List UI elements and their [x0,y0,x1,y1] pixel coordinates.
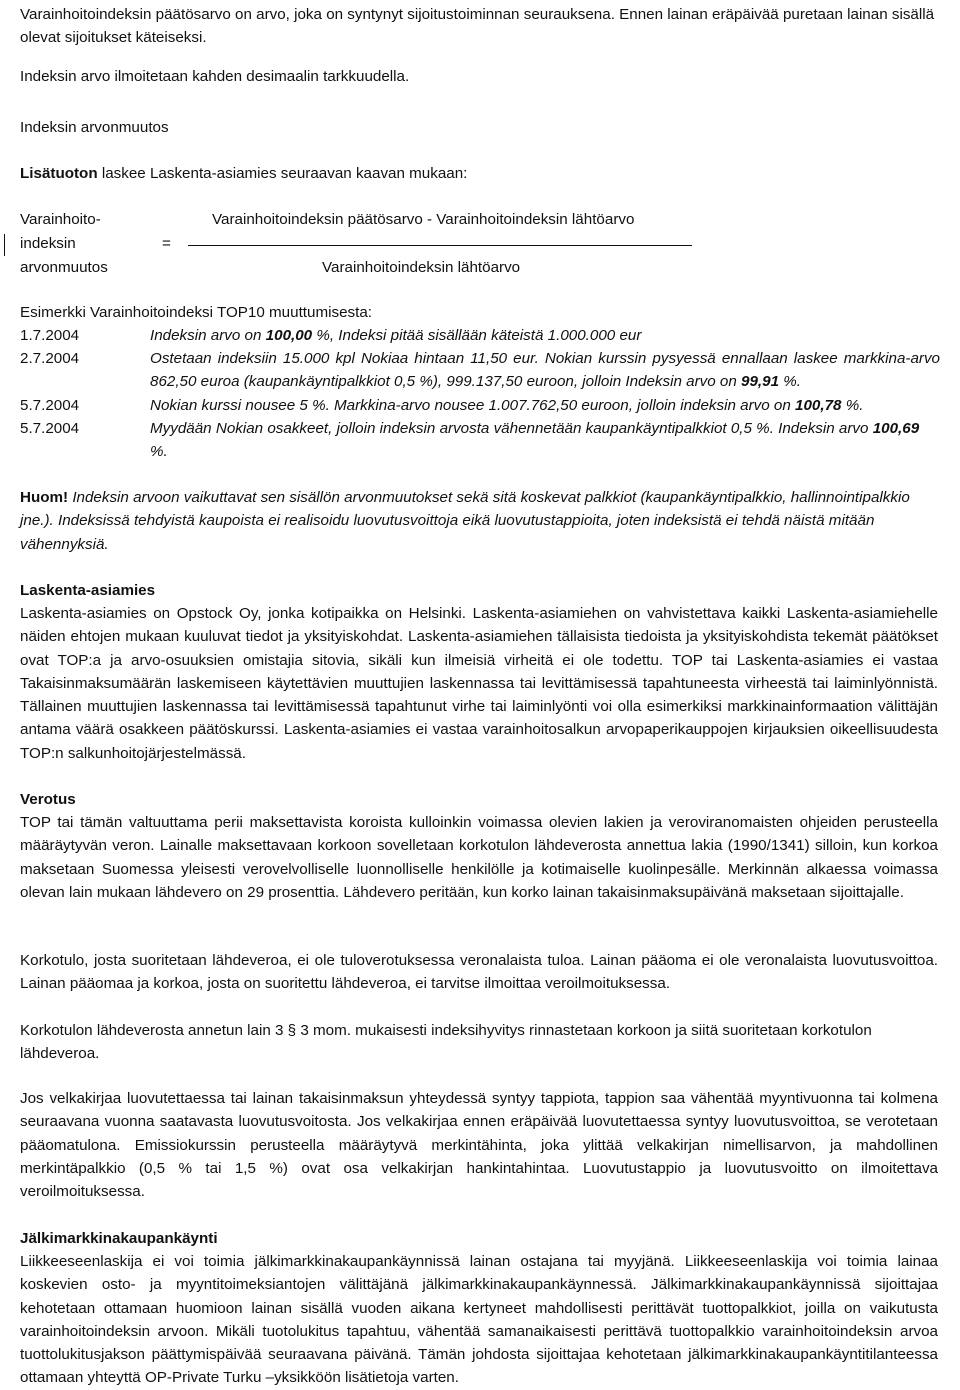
entry-text-end: %. [779,373,801,391]
formula-lhs-line3: arvonmuutos [20,259,108,276]
entry-text: Ostetaan indeksiin 15.000 kpl Nokiaa hintaan 11,50 eur. Nokian kurssin pysyessä ennallaan laskee markkina-arvo 862,50 euroa (kaupankäyntipalkkiot 0,5 %), 999.137,50 euroon, jolloin Indeksin arvo on [150,350,940,391]
formula-lhs-line2: indeksin [20,235,76,252]
example-entry [150,394,940,417]
index-change-lead [20,162,938,185]
example-entry [150,324,940,347]
intro-precision-note: Indeksin arvo ilmoitetaan kahden desimaalin tarkkuudella. [20,68,410,85]
note-paragraph [20,486,938,556]
entry-value: 100,78 [795,397,842,414]
entry-text: Indeksin arvo on [150,327,266,344]
example-entry [150,417,940,464]
example-date: 5.7.2004 [20,420,80,437]
example-date: 1.7.2004 [20,327,80,344]
taxation-paragraph-1: TOP tai tämän valtuuttama perii maksettavista koroista kulloinkin voimassa olevien lakien ja veroviranomaisten ohjeiden perusteella määräytyvän veron. Lainalle maksettavaan korkoon sovelletaan korkotulon lähdeverosta annettua lakia (1990/1341) silloin, kun korkoa maksetaan Suomessa yleisesti verovelvolliselle luonnolliselle henkilölle ja kotimaiselle kuolinpesälle. Merkinnän alkaessa voimassa olevan lain mukaan lähdevero on 29 prosenttia. Lähdevero peritään, kun korko lainan takaisinmaksupäivänä maksetaan sijoittajalle. [20,814,938,901]
entry-text: Myydään Nokian osakkeet, jolloin indeksin arvosta vähennetään kaupankäyntipalkkiot 0,5 %. Indeksin arvo [150,420,873,437]
secondary-market-heading: Jälkimarkkinakaupankäynti [20,1230,218,1247]
taxation-heading: Verotus [20,791,76,808]
note-text: Indeksin arvoon vaikuttavat sen sisällön arvonmuutokset sekä sitä koskevat palkkiot (kaupankäyntipalkkio, hallinnointipalkkio jne.). Indeksissä tehdyistä kaupoista ei realisoidu luovutusvoittoja eikä luovutustappioita, joten indeksistä ei tehdä näistä mitään vähennyksiä. [20,489,910,553]
entry-text: Nokian kurssi nousee 5 %. Markkina-arvo nousee 1.007.762,50 euroon, jolloin indeksin arvo on [150,397,796,414]
calculation-agent-body: Laskenta-asiamies on Opstock Oy, jonka kotipaikka on Helsinki. Laskenta-asiamiehen on vahvistettava kaikki Laskenta-asiamiehelle näiden ehtojen mukaan kuuluvat tiedot ja yksityiskohdat. Laskenta-asiamiehen tällaisista tiedoista ja yksityiskohdista tekemät päätökset ovat TOP:a ja arvo-osuuksien omistajia sitovia, sikäli kun ilmeisiä virheitä ei ole todettu. TOP tai Laskenta-asiamies ei vastaa Takaisinmaksumäärän laskemiseen käytettävien muuttujien laskennassa tai levittämisessä tapahtuneesta virheestä tai laiminlyönnistä. Tällainen muuttujien laskennassa tai levittämisessä tapahtunut virhe tai laiminlyönti voi olla esimerkiksi markkinainformaation välittäjän antama väärä osakkeen päätöskurssi. Laskenta-asiamies ei vastaa varainhoitosalkun arvopaperikauppojen kirjauksien oikeellisuudesta TOP:n salkunhoitojärjestelmässä. [20,605,938,762]
entry-text-end: %. [150,443,168,461]
index-change-heading: Indeksin arvonmuutos [20,119,169,136]
formula-lhs-line1: Varainhoito- [20,211,101,228]
entry-text-end: %. [841,397,864,414]
taxation-paragraph-4: Jos velkakirjaa luovutettaessa tai lainan takaisinmaksun yhteydessä syntyy tappiota, tappion saa vähentää myyntivuonna tai kolmena seuraavana vuonna saatavasta luovutusvoitosta. Jos velkakirjaa ennen eräpäivää luovutettaessa syntyy luovutusvoittoa, se verotetaan pääomatulona. Emissiokurssin perusteella määräytyvä merkintähinta, joka ylittää velkakirjan nimellisarvon, ja mahdollinen merkintäpalkkio (0,5 % tai 1,5 %) ovat osa velkakirjan hankintahintaa. Luovutustappio ja luovutusvoitto on ilmoitettava veroilmoituksessa. [20,1090,938,1201]
example-entry [150,347,940,394]
formula-denominator: Varainhoitoindeksin lähtöarvo [322,259,521,276]
entry-text-end: %, Indeksi pitää sisällään käteistä 1.000.000 eur [312,327,642,344]
note-label: Huom! [20,489,69,506]
entry-value: 100,69 [872,420,920,437]
entry-value: 100,00 [265,327,313,344]
calculation-agent-heading: Laskenta-asiamies [20,582,156,599]
example-title: Esimerkki Varainhoitoindeksi TOP10 muuttumisesta: [20,304,372,321]
fraction-line [188,245,692,246]
lead-bold-term: Lisätuoton [20,165,98,182]
revision-bar [4,234,5,256]
entry-value: 99,91 [741,373,780,391]
example-date: 2.7.2004 [20,350,80,367]
taxation-paragraph-2: Korkotulo, josta suoritetaan lähdeveroa, ei ole tuloverotuksessa veronalaista tuloa. Lainan pääoma ei ole veronalaista luovutusvoittoa. Lainan pääomaa ja korkoa, josta on suoritettu lähdeveroa, ei tarvitse ilmoittaa veroilmoituksessa. [20,952,938,993]
lead-rest-text: laskee Laskenta-asiamies seuraavan kaavan mukaan: [97,165,468,182]
formula-numerator: Varainhoitoindeksin päätösarvo - Varainhoitoindeksin lähtöarvo [212,211,635,228]
secondary-market-body: Liikkeeseenlaskija ei voi toimia jälkimarkkinakaupankäynnissä lainan ostajana tai myyjänä. Liikkeeseenlaskija voi toimia lainaa koskevien osto- ja myyntitoimeksiantojen välittäjänä jälkimarkkinakaupankäynnessä. Jälkimarkkinakaupankäynnissä sijoittajaa kehotetaan ottamaan huomioon lainan sisällä vuoden aikana kertyneet mahdollisesti perittävät tuottopalkkiot, joilla on vaikutusta varainhoitoindeksin arvoon. Mikäli tuotolukitus tapahtuu, vähentää samanaikaisesti perittävä tuottopalkkio varainhoitoindeksin arvoa tuottolukitusjakson päättymispäivää seuraavana päivänä. Tämän johdosta sijoittajaa kehotetaan jälkimarkkinakaupankäyntitilanteessa ottamaan yhteyttä OP-Private Turku –yksikköön lisätietoja varten. [20,1253,938,1387]
taxation-paragraph-3: Korkotulon lähdeverosta annetun lain 3 § 3 mom. mukaisesti indeksihyvitys rinnastetaan korkoon ja siitä suoritetaan korkotulon lähdeveroa. [20,1022,872,1063]
intro-paragraph: Varainhoitoindeksin päätösarvo on arvo, joka on syntynyt sijoitustoiminnan seurauksena. Ennen lainan eräpäivää puretaan lainan sisällä olevat sijoitukset käteiseksi. [20,6,935,47]
example-date: 5.7.2004 [20,397,80,414]
formula-equals-sign: = [162,235,171,252]
